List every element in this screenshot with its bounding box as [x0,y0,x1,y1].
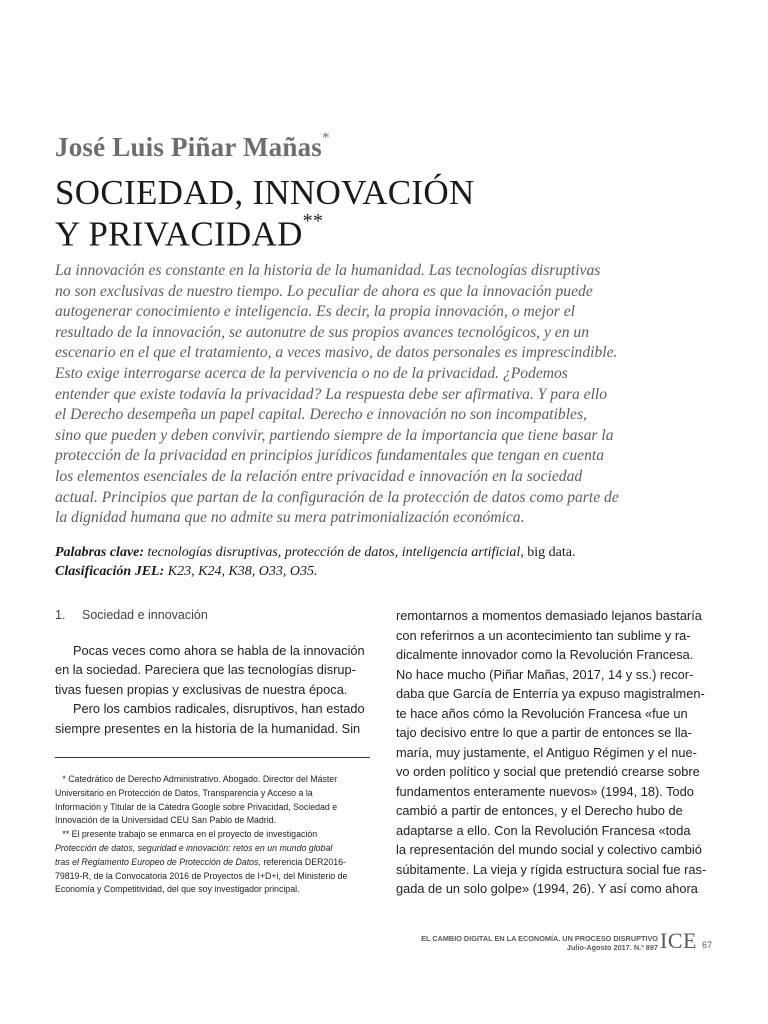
abstract-line: la dignidad humana que no admite su mera patrimonialización económica. [55,509,525,527]
body-line: en la sociedad. Pareciera que las tecnologías disrup- [55,662,356,677]
body-line: tivas fuesen propias y exclusivas de nuestra época. [55,681,348,697]
abstract-line: autogenerar conocimiento e inteligencia. Es decir, la propia innovación, o mejor el [55,303,575,321]
author-name [55,132,330,163]
abstract-line: entender que existe todavía la privacidad? La respuesta debe ser afirmativa. Y para ello [55,385,608,403]
footer-journal: EL CAMBIO DIGITAL EN LA ECONOMÍA. UN PROCESO DISRUPTIVO [421,934,658,943]
author-footnote-mark: * [322,130,330,146]
body-line: dicalmente innovador como la Revolución Francesa. [396,647,694,662]
keywords-line [55,543,576,562]
body-line: remontarnos a momentos demasiado lejanos bastaría [396,608,702,623]
footnote-line: Universitario en Protección de Datos, Transparencia y Acceso a la [55,787,313,798]
left-column [55,606,365,738]
jel-label: Clasificación JEL: [55,564,165,579]
body-line: tajo decisivo entre lo que a partir de entonces se lla- [396,725,692,740]
body-line: adaptarse a ello. Con la Revolución Francesa «toda [396,822,691,838]
footnote-line [55,856,370,870]
abstract-line: actual. Principios que partan de la configuración de la protección de datos como parte de [55,488,619,506]
section-number: 1. [55,608,66,622]
ice-logo: ICE [660,928,697,953]
body-line: te hace años cómo la Revolución Francesa «fue un [396,705,688,721]
footnote-line: Economía y Competitividad, del que soy investigador principal. [55,884,300,895]
abstract-line: escenario en el que el tratamiento, a veces masivo, de datos personales es imprescindible. [55,344,618,362]
jel-text: K23, K24, K38, O33, O35. [167,564,318,579]
abstract-line: no son exclusivas de nuestro tiempo. Lo peculiar de ahora es que la innovación puede [55,282,593,300]
body-line: con referirnos a un acontecimiento tan sublime y ra- [396,627,691,643]
article-title [55,173,475,254]
footnotes [55,773,370,897]
body-line: No hace mucho (Piñar Mañas, 2017, 14 y ss.) recor- [396,666,694,682]
running-footer [400,934,658,956]
footer-issue: Julio-Agosto 2017. N.º 897 [566,943,658,952]
body-line: Pero los cambios radicales, disruptivos, han estado [73,701,365,716]
body-line: Pocas veces como ahora se habla de la innovación [73,642,365,658]
body-line: cambió a partir de entonces, y el Derecho hubo de [396,803,683,818]
author-name-text: José Luis Piñar Mañas [55,132,322,162]
keywords-block [55,543,576,581]
section-title: Sociedad e innovación [82,608,208,622]
right-column [396,606,714,899]
abstract [55,261,715,529]
footnote-line: 79819-R, de la Convocatoria 2016 de Proyectos de I+D+i, del Ministerio de [55,870,348,881]
title-line-1: SOCIEDAD, INNOVACIÓN [55,173,475,212]
abstract-line: protección de la privacidad en principios jurídicos fundamentales que tengan en cuenta [55,447,604,465]
abstract-line: los elementos esenciales de la relación entre privacidad e innovación en la sociedad [55,467,583,485]
body-line: súbitamente. La vieja y rígida estructura social fue ras- [396,861,707,877]
body-line: vo orden político y social que pretendió crearse sobre [396,764,700,779]
keywords-upright: big data. [527,545,576,560]
footnote-line: Información y Titular de la Cátedra Google sobre Privacidad, Sociedad e [55,801,338,812]
abstract-line: La innovación es constante en la historia de la humanidad. Las tecnologías disruptivas [55,262,601,279]
keywords-text: tecnologías disruptivas, protección de datos, inteligencia artificial, [147,545,524,560]
body-line: la representación del mundo social y colectivo cambió [396,842,702,857]
body-line: maría, muy justamente, el Antiguo Régimen y el nue- [396,744,697,760]
section-heading [55,606,365,626]
jel-line [55,562,576,581]
title-footnote-mark: ** [302,210,324,232]
page-number: 67 [702,940,713,950]
body-line: siempre presentes en la historia de la humanidad. Sin [55,720,361,736]
abstract-line: el Derecho desempeña un papel capital. Derecho e innovación no son incompatibles, [55,406,587,424]
title-line-2-text: Y PRIVACIDAD [55,214,303,254]
keywords-label: Palabras clave: [55,545,145,560]
footnote-project-title: Protección de datos, seguridad e innovación: retos en un mundo global [55,842,333,853]
body-line: fundamentos enteramente nuevos» (1994, 18). Todo [396,783,694,799]
footnote-line: Innovación de la Universidad CEU San Pablo de Madrid. [55,815,277,826]
footnote-project-title-end: tras el Reglamento Europeo de Protección de Datos, [55,856,261,867]
abstract-line: Esto exige interrogarse acerca de la pervivencia o no de la privacidad. ¿Podemos [55,364,568,382]
footnote-line: * Catedrático de Derecho Administrativo. Abogado. Director del Máster [55,774,338,784]
body-line: daba que García de Enterría ya expuso magistralmen- [396,686,705,701]
body-line: gada de un solo golpe» (1994, 26). Y así como ahora [396,881,698,896]
title-line-2 [55,210,475,252]
abstract-line: resultado de la innovación, se autonutre de sus propios avances tecnológicos, y en un [55,323,589,341]
abstract-line: sino que pueden y deben convivir, partiendo siempre de la importancia que tiene basar la [55,426,614,444]
footnote-line: ** El presente trabajo se enmarca en el proyecto de investigación [55,829,318,840]
footnote-reference: referencia DER2016- [260,856,346,867]
footnote-divider [55,757,370,758]
